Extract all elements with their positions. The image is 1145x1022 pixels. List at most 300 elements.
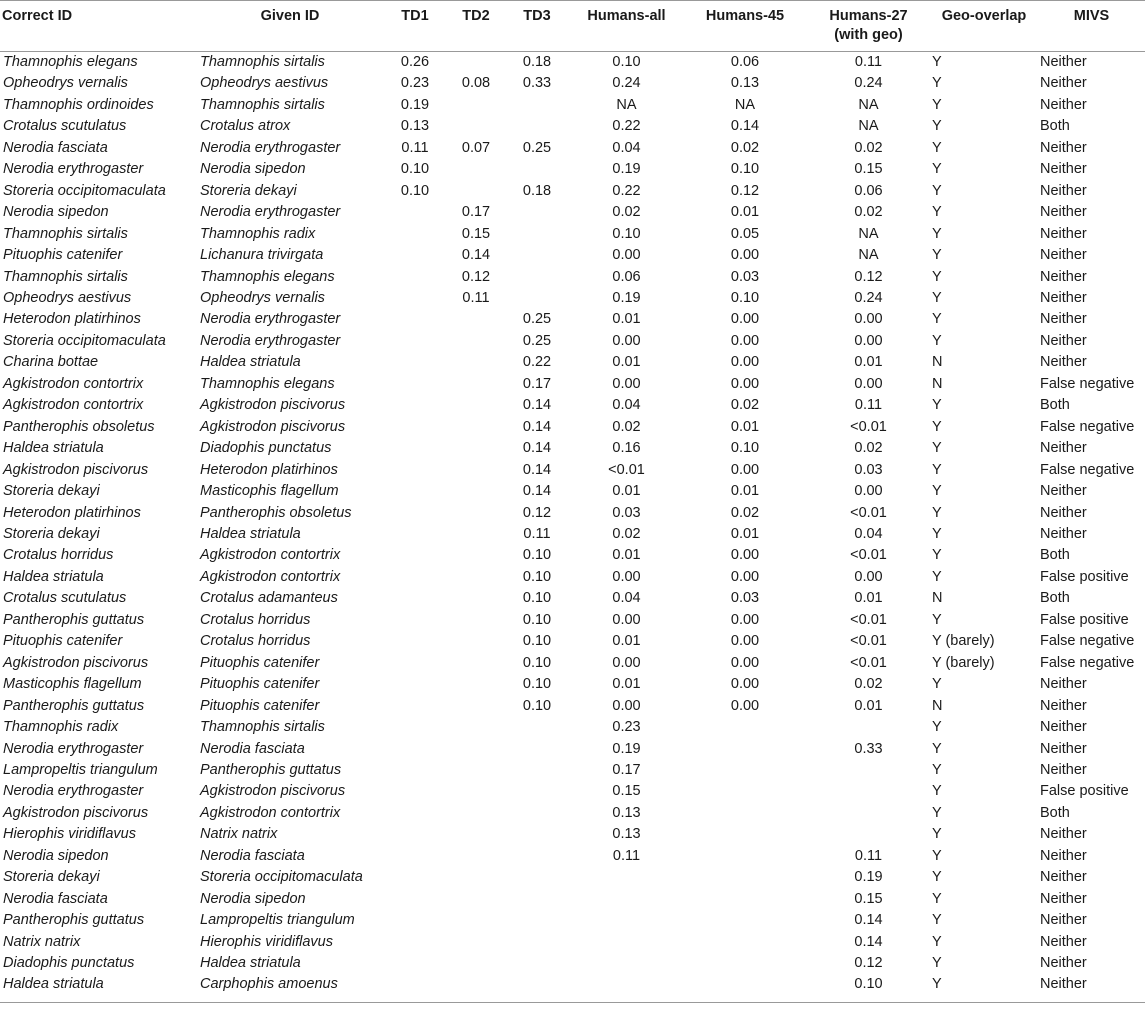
td2-cell (448, 309, 504, 330)
table-row (0, 73, 1145, 94)
correct-id-cell: Masticophis flagellum (3, 676, 142, 693)
humans-27-cell: 0.11 (854, 397, 883, 414)
td2-cell (448, 116, 504, 137)
correct-id-cell: Nerodia erythrogaster (3, 783, 144, 800)
td3-cell: 0.10 (522, 611, 552, 628)
td3-cell (504, 953, 570, 974)
td2-cell (448, 824, 504, 845)
humans-45-cell (683, 781, 807, 802)
humans-45-cell (683, 953, 807, 974)
humans-all-cell: 0.01 (612, 311, 641, 328)
td1-cell: 0.13 (400, 118, 430, 135)
td3-cell (504, 974, 570, 995)
geo-overlap-cell: Y (932, 912, 942, 929)
humans-all-cell: NA (616, 96, 637, 113)
correct-id-cell: Pituophis catenifer (3, 633, 123, 650)
humans-all-cell: 0.06 (612, 268, 641, 285)
table-row (0, 95, 1145, 116)
table-row (0, 202, 1145, 223)
correct-id-cell: Nerodia erythrogaster (3, 740, 144, 757)
td3-cell: 0.14 (522, 440, 552, 457)
correct-id-cell: Hierophis viridiflavus (3, 826, 136, 843)
mivs-cell: False negative (1040, 654, 1135, 671)
humans-45-cell: 0.01 (730, 418, 760, 435)
td3-cell: 0.22 (522, 354, 552, 371)
humans-27-cell: 0.14 (854, 933, 883, 950)
humans-27-cell: 0.15 (854, 161, 883, 178)
mivs-cell: Neither (1040, 697, 1087, 714)
td2-cell: 0.07 (461, 139, 491, 156)
td1-cell (382, 760, 448, 781)
td1-cell (382, 910, 448, 931)
table-row (0, 116, 1145, 137)
header-td1: TD1 (382, 1, 448, 52)
td1-cell (382, 588, 448, 609)
td2-cell (448, 52, 504, 74)
geo-overlap-cell: Y (932, 955, 942, 972)
correct-id-cell: Haldea striatula (3, 440, 104, 457)
mivs-cell: Neither (1040, 440, 1087, 457)
table-row (0, 653, 1145, 674)
humans-all-cell: 0.00 (612, 568, 641, 585)
correct-id-cell: Agkistrodon contortrix (3, 375, 144, 392)
humans-45-cell: 0.01 (730, 204, 760, 221)
td3-cell: 0.18 (522, 54, 552, 70)
geo-overlap-cell: Y (932, 740, 942, 757)
humans-27-cell: <0.01 (850, 504, 887, 521)
td2-cell (448, 889, 504, 910)
correct-id-cell: Nerodia fasciata (3, 890, 108, 907)
mivs-cell: False negative (1040, 461, 1135, 478)
humans-all-cell: 0.22 (612, 182, 641, 199)
mivs-cell: Neither (1040, 676, 1087, 693)
humans-all-cell: 0.13 (612, 826, 641, 843)
humans-45-cell: 0.13 (730, 75, 760, 92)
td1-cell: 0.26 (400, 54, 430, 70)
header-correct-id: Correct ID (0, 1, 198, 52)
td1-cell (382, 460, 448, 481)
given-id-cell: Agkistrodon contortrix (200, 568, 341, 585)
correct-id-cell: Haldea striatula (3, 568, 104, 585)
table-body (0, 52, 1145, 996)
humans-27-cell (807, 760, 930, 781)
td3-cell: 0.33 (522, 75, 552, 92)
td3-cell (504, 717, 570, 738)
humans-45-cell (683, 803, 807, 824)
td2-cell (448, 95, 504, 116)
humans-all-cell: 0.15 (612, 783, 641, 800)
humans-27-cell: 0.11 (854, 847, 883, 864)
mivs-cell: Both (1040, 397, 1070, 414)
humans-45-cell: 0.03 (730, 590, 760, 607)
table-row (0, 760, 1145, 781)
correct-id-cell: Crotalus scutulatus (3, 590, 127, 607)
given-id-cell: Nerodia erythrogaster (200, 311, 341, 328)
humans-27-cell: 0.19 (854, 869, 883, 886)
correct-id-cell: Storeria dekayi (3, 525, 100, 542)
table-row (0, 481, 1145, 502)
geo-overlap-cell: Y (932, 75, 942, 92)
humans-45-cell: 0.10 (730, 440, 760, 457)
given-id-cell: Pantherophis obsoletus (200, 504, 352, 521)
td3-cell (504, 288, 570, 309)
given-id-cell: Pantherophis guttatus (200, 761, 342, 778)
mivs-cell: Neither (1040, 955, 1087, 972)
humans-45-cell (683, 867, 807, 888)
td3-cell (504, 932, 570, 953)
td3-cell: 0.14 (522, 483, 552, 500)
humans-45-cell: 0.00 (730, 461, 760, 478)
given-id-cell: Crotalus horridus (200, 633, 311, 650)
geo-overlap-cell: Y (932, 225, 942, 242)
td2-cell (448, 545, 504, 566)
td1-cell (382, 417, 448, 438)
table-row (0, 567, 1145, 588)
mivs-cell: Neither (1040, 525, 1087, 542)
table-row (0, 610, 1145, 631)
td1-cell (382, 503, 448, 524)
humans-27-cell: <0.01 (850, 418, 887, 435)
header-td3: TD3 (504, 1, 570, 52)
correct-id-cell: Thamnophis elegans (3, 54, 138, 70)
mivs-cell: Neither (1040, 912, 1087, 929)
humans-27-cell: 0.02 (854, 139, 883, 156)
humans-27-cell: 0.00 (854, 568, 883, 585)
td2-cell (448, 159, 504, 180)
td3-cell (504, 781, 570, 802)
given-id-cell: Lichanura trivirgata (200, 247, 324, 264)
td1-cell (382, 932, 448, 953)
humans-45-cell: 0.05 (730, 225, 760, 242)
geo-overlap-cell: Y (932, 96, 942, 113)
humans-27-cell: 0.00 (854, 332, 883, 349)
td2-cell (448, 910, 504, 931)
humans-all-cell: 0.03 (612, 504, 641, 521)
humans-all-cell (570, 889, 683, 910)
td3-cell: 0.10 (522, 590, 552, 607)
td1-cell (382, 224, 448, 245)
td1-cell (382, 653, 448, 674)
td1-cell (382, 803, 448, 824)
td3-cell (504, 267, 570, 288)
humans-27-cell: 0.14 (854, 912, 883, 929)
td2-cell (448, 932, 504, 953)
humans-45-cell: 0.00 (730, 247, 760, 264)
td3-cell: 0.25 (522, 311, 552, 328)
humans-all-cell: 0.11 (612, 847, 641, 864)
humans-27-cell: 0.00 (854, 311, 883, 328)
correct-id-cell: Agkistrodon piscivorus (3, 654, 149, 671)
humans-all-cell: 0.16 (612, 440, 641, 457)
mivs-cell: Neither (1040, 761, 1087, 778)
table-row (0, 438, 1145, 459)
td1-cell (382, 395, 448, 416)
humans-27-cell: 0.10 (854, 976, 883, 993)
humans-all-cell: 0.19 (612, 289, 641, 306)
table-row (0, 524, 1145, 545)
given-id-cell: Hierophis viridiflavus (200, 933, 333, 950)
humans-27-cell: NA (858, 118, 879, 135)
given-id-cell: Crotalus atrox (200, 118, 291, 135)
table-row (0, 374, 1145, 395)
given-id-cell: Nerodia erythrogaster (200, 332, 341, 349)
correct-id-cell: Crotalus horridus (3, 547, 114, 564)
given-id-cell: Opheodrys aestivus (200, 75, 329, 92)
td3-cell: 0.17 (522, 375, 552, 392)
humans-27-cell: <0.01 (850, 654, 887, 671)
geo-overlap-cell: Y (932, 890, 942, 907)
humans-all-cell: 0.00 (612, 654, 641, 671)
geo-overlap-cell: Y (932, 440, 942, 457)
given-id-cell: Opheodrys vernalis (200, 289, 325, 306)
correct-id-cell: Storeria dekayi (3, 483, 100, 500)
correct-id-cell: Agkistrodon piscivorus (3, 804, 149, 821)
humans-all-cell: 0.00 (612, 375, 641, 392)
humans-45-cell (683, 932, 807, 953)
td1-cell (382, 524, 448, 545)
humans-27-cell: 0.02 (854, 204, 883, 221)
humans-27-cell: <0.01 (850, 547, 887, 564)
table-row (0, 52, 1145, 74)
correct-id-cell: Crotalus scutulatus (3, 118, 127, 135)
correct-id-cell: Pantherophis obsoletus (3, 418, 155, 435)
humans-27-cell: 0.12 (854, 268, 883, 285)
geo-overlap-cell: N (932, 354, 943, 371)
humans-27-cell (807, 803, 930, 824)
td1-cell (382, 631, 448, 652)
humans-45-cell: 0.12 (730, 182, 760, 199)
given-id-cell: Pituophis catenifer (200, 676, 320, 693)
td3-cell (504, 739, 570, 760)
td2-cell (448, 674, 504, 695)
geo-overlap-cell: Y (932, 311, 942, 328)
td1-cell (382, 717, 448, 738)
geo-overlap-cell: Y (932, 161, 942, 178)
humans-27-cell: 0.06 (854, 182, 883, 199)
td3-cell (504, 889, 570, 910)
table-row (0, 224, 1145, 245)
td1-cell (382, 309, 448, 330)
given-id-cell: Natrix natrix (200, 826, 278, 843)
header-mivs: MIVS (1038, 1, 1145, 52)
mivs-cell: False negative (1040, 633, 1135, 650)
geo-overlap-cell: Y (932, 332, 942, 349)
humans-45-cell (683, 717, 807, 738)
td1-cell (382, 739, 448, 760)
header-given-id: Given ID (198, 1, 382, 52)
td2-cell (448, 953, 504, 974)
table-row (0, 717, 1145, 738)
mivs-cell: Neither (1040, 247, 1087, 264)
mivs-cell: Neither (1040, 311, 1087, 328)
given-id-cell: Masticophis flagellum (200, 483, 339, 500)
td3-cell: 0.14 (522, 461, 552, 478)
mivs-cell: Neither (1040, 976, 1087, 993)
td3-cell: 0.25 (522, 139, 552, 156)
td2-cell (448, 610, 504, 631)
correct-id-cell: Pituophis catenifer (3, 247, 123, 264)
humans-27-cell: 0.24 (854, 75, 883, 92)
td1-cell (382, 867, 448, 888)
humans-all-cell: 0.04 (612, 397, 641, 414)
given-id-cell: Thamnophis sirtalis (200, 719, 325, 736)
geo-overlap-cell: Y (932, 826, 942, 843)
humans-27-cell: 0.04 (854, 525, 883, 542)
humans-all-cell (570, 932, 683, 953)
correct-id-cell: Nerodia sipedon (3, 204, 109, 221)
td3-cell: 0.14 (522, 397, 552, 414)
mivs-cell: False negative (1040, 375, 1135, 392)
td3-cell (504, 224, 570, 245)
table-row (0, 588, 1145, 609)
correct-id-cell: Nerodia sipedon (3, 847, 109, 864)
humans-27-cell: 0.00 (854, 483, 883, 500)
humans-all-cell: 0.02 (612, 418, 641, 435)
given-id-cell: Agkistrodon piscivorus (200, 783, 346, 800)
given-id-cell: Storeria dekayi (200, 182, 297, 199)
geo-overlap-cell: Y (932, 504, 942, 521)
table-row (0, 267, 1145, 288)
humans-45-cell: 0.00 (730, 311, 760, 328)
given-id-cell: Nerodia erythrogaster (200, 139, 341, 156)
td2-cell (448, 352, 504, 373)
td1-cell: 0.10 (400, 161, 430, 178)
geo-overlap-cell: Y (932, 847, 942, 864)
humans-45-cell: 0.02 (730, 397, 760, 414)
humans-all-cell: 0.04 (612, 139, 641, 156)
td3-cell: 0.18 (522, 182, 552, 199)
td2-cell (448, 331, 504, 352)
table-row (0, 674, 1145, 695)
humans-all-cell: 0.01 (612, 547, 641, 564)
humans-all-cell: 0.01 (612, 354, 641, 371)
table-row (0, 631, 1145, 652)
humans-45-cell (683, 760, 807, 781)
humans-all-cell: 0.02 (612, 204, 641, 221)
geo-overlap-cell: Y (932, 54, 942, 70)
mivs-cell: Neither (1040, 75, 1087, 92)
td1-cell (382, 545, 448, 566)
correct-id-cell: Natrix natrix (3, 933, 81, 950)
td3-cell (504, 760, 570, 781)
td3-cell: 0.10 (522, 676, 552, 693)
td3-cell (504, 803, 570, 824)
header-td2: TD2 (448, 1, 504, 52)
mivs-cell: Neither (1040, 933, 1087, 950)
td2-cell: 0.15 (461, 225, 491, 242)
humans-27-cell (807, 717, 930, 738)
td2-cell (448, 653, 504, 674)
humans-27-cell: <0.01 (850, 633, 887, 650)
td3-cell (504, 846, 570, 867)
geo-overlap-cell: Y (932, 461, 942, 478)
given-id-cell: Diadophis punctatus (200, 440, 332, 457)
td1-cell: 0.19 (400, 96, 430, 113)
table-row (0, 288, 1145, 309)
mivs-cell: Neither (1040, 719, 1087, 736)
table-row (0, 159, 1145, 180)
given-id-cell: Agkistrodon piscivorus (200, 397, 346, 414)
td3-cell: 0.10 (522, 568, 552, 585)
mivs-cell: Both (1040, 118, 1070, 135)
geo-overlap-cell: Y (932, 719, 942, 736)
geo-overlap-cell: Y (932, 547, 942, 564)
humans-all-cell (570, 867, 683, 888)
td3-cell (504, 910, 570, 931)
mivs-cell: Neither (1040, 826, 1087, 843)
mivs-cell: False positive (1040, 783, 1129, 800)
td2-cell (448, 181, 504, 202)
humans-45-cell: 0.10 (730, 161, 760, 178)
humans-45-cell: 0.10 (730, 289, 760, 306)
table-row (0, 138, 1145, 159)
mivs-cell: Neither (1040, 483, 1087, 500)
correct-id-cell: Nerodia fasciata (3, 139, 108, 156)
given-id-cell: Nerodia fasciata (200, 740, 305, 757)
humans-45-cell: 0.00 (730, 676, 760, 693)
correct-id-cell: Lampropeltis triangulum (3, 761, 158, 778)
mivs-cell: False positive (1040, 611, 1129, 628)
mivs-cell: False negative (1040, 418, 1135, 435)
td2-cell (448, 374, 504, 395)
mivs-cell: Neither (1040, 890, 1087, 907)
td1-cell (382, 567, 448, 588)
td2-cell (448, 481, 504, 502)
table-row (0, 309, 1145, 330)
mivs-cell: Neither (1040, 268, 1087, 285)
given-id-cell: Heterodon platirhinos (200, 461, 338, 478)
humans-all-cell: 0.24 (612, 75, 641, 92)
humans-45-cell: 0.00 (730, 332, 760, 349)
td3-cell: 0.25 (522, 332, 552, 349)
td2-cell: 0.14 (461, 247, 491, 264)
geo-overlap-cell: Y (932, 289, 942, 306)
td2-cell (448, 760, 504, 781)
humans-27-cell: 0.00 (854, 375, 883, 392)
correct-id-cell: Pantherophis guttatus (3, 611, 145, 628)
td2-cell (448, 867, 504, 888)
td1-cell (382, 331, 448, 352)
correct-id-cell: Pantherophis guttatus (3, 697, 145, 714)
geo-overlap-cell: Y (932, 611, 942, 628)
mivs-cell: Neither (1040, 847, 1087, 864)
td3-cell (504, 159, 570, 180)
td2-cell (448, 524, 504, 545)
humans-27-cell (807, 781, 930, 802)
td1-cell (382, 610, 448, 631)
geo-overlap-cell: Y (932, 247, 942, 264)
header-humans-all: Humans-all (570, 1, 683, 52)
geo-overlap-cell: N (932, 590, 943, 607)
correct-id-cell: Nerodia erythrogaster (3, 161, 144, 178)
humans-45-cell: 0.01 (730, 483, 760, 500)
humans-27-cell (807, 824, 930, 845)
geo-overlap-cell: Y (barely) (932, 633, 995, 650)
given-id-cell: Storeria occipitomaculata (200, 869, 363, 886)
humans-27-cell: 0.02 (854, 440, 883, 457)
td3-cell (504, 867, 570, 888)
humans-all-cell: 0.02 (612, 525, 641, 542)
mivs-cell: Neither (1040, 96, 1087, 113)
given-id-cell: Thamnophis elegans (200, 268, 335, 285)
table-row (0, 739, 1145, 760)
td1-cell (382, 481, 448, 502)
humans-all-cell: 0.19 (612, 161, 641, 178)
td3-cell: 0.10 (522, 547, 552, 564)
geo-overlap-cell: Y (932, 483, 942, 500)
table-row (0, 245, 1145, 266)
geo-overlap-cell: Y (932, 783, 942, 800)
